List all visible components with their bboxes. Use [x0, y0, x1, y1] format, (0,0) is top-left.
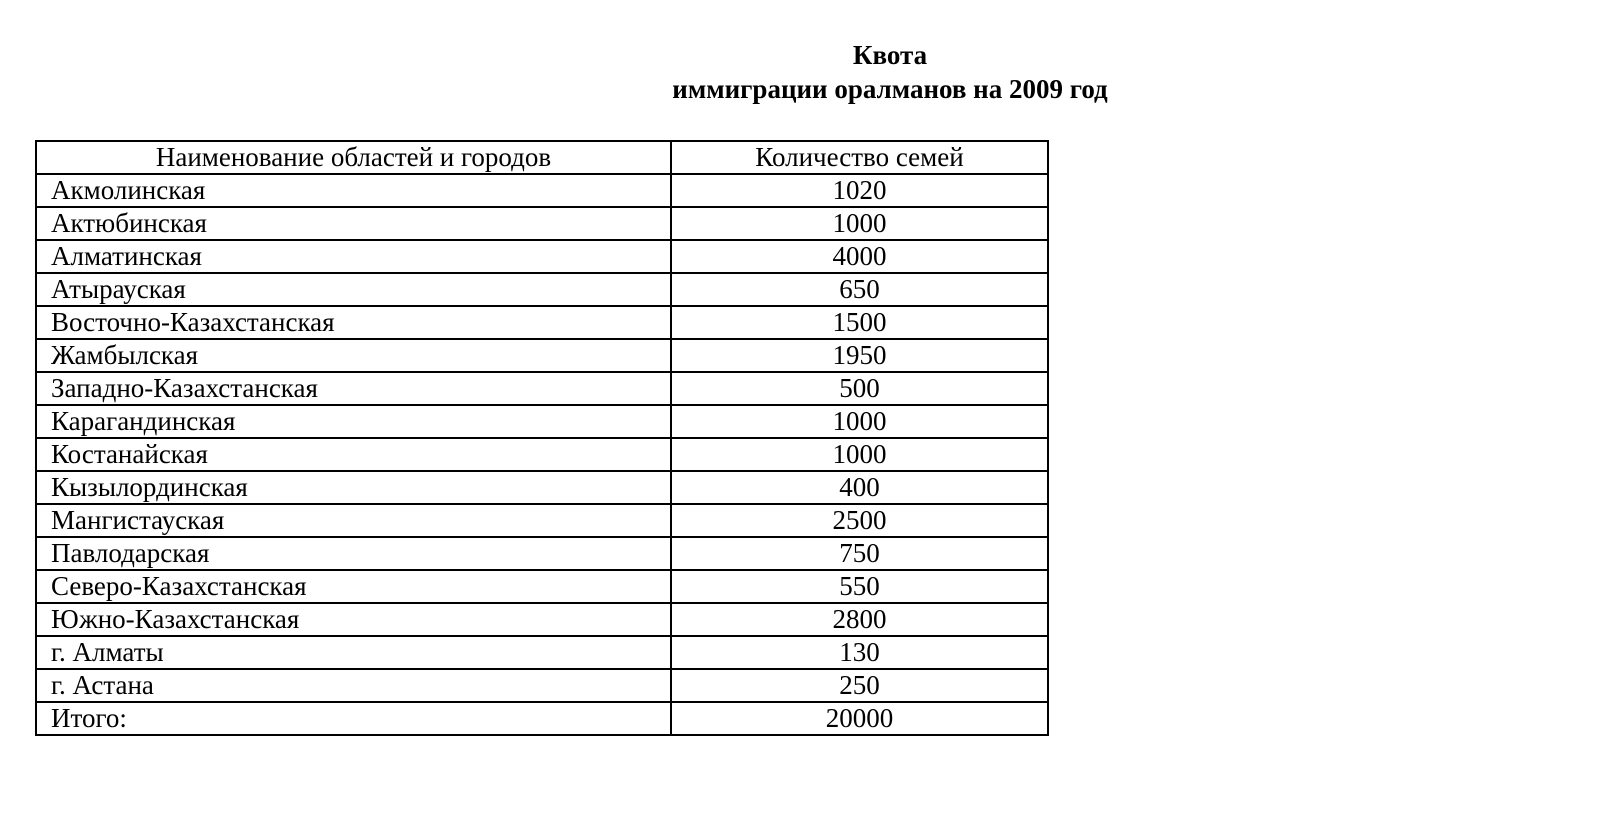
- family-count: 2500: [671, 504, 1048, 537]
- table-row: [36, 570, 1048, 603]
- region-name: Атырауская: [36, 273, 671, 306]
- family-count: 250: [671, 669, 1048, 702]
- title-line-2: иммиграции оралманов на 2009 год: [672, 74, 1108, 104]
- region-name: Северо-Казахстанская: [36, 570, 671, 603]
- region-name: Костанайская: [36, 438, 671, 471]
- table-row: [36, 636, 1048, 669]
- family-count: 130: [671, 636, 1048, 669]
- column-header-count: Количество семей: [671, 141, 1048, 174]
- family-count: 4000: [671, 240, 1048, 273]
- table-row: [36, 174, 1048, 207]
- total-label: Итого:: [36, 702, 671, 735]
- quota-table: [35, 140, 1049, 736]
- table-row: [36, 306, 1048, 339]
- region-name: Жамбылская: [36, 339, 671, 372]
- region-name: г. Алматы: [36, 636, 671, 669]
- region-name: Восточно-Казахстанская: [36, 306, 671, 339]
- region-name: Актюбинская: [36, 207, 671, 240]
- column-header-name: Наименование областей и городов: [36, 141, 671, 174]
- table-row: [36, 405, 1048, 438]
- table-row: [36, 372, 1048, 405]
- region-name: Кызылординская: [36, 471, 671, 504]
- table-row: [36, 603, 1048, 636]
- family-count: 750: [671, 537, 1048, 570]
- document-title: [540, 38, 1240, 106]
- region-name: Павлодарская: [36, 537, 671, 570]
- table-row: [36, 438, 1048, 471]
- table-row: [36, 273, 1048, 306]
- total-count: 20000: [671, 702, 1048, 735]
- family-count: 1950: [671, 339, 1048, 372]
- table-row: [36, 537, 1048, 570]
- region-name: Карагандинская: [36, 405, 671, 438]
- family-count: 1000: [671, 438, 1048, 471]
- family-count: 400: [671, 471, 1048, 504]
- table-row: [36, 504, 1048, 537]
- table-header-row: [36, 141, 1048, 174]
- table-row: [36, 669, 1048, 702]
- table-row: [36, 471, 1048, 504]
- region-name: Акмолинская: [36, 174, 671, 207]
- family-count: 1500: [671, 306, 1048, 339]
- family-count: 500: [671, 372, 1048, 405]
- table-row: [36, 207, 1048, 240]
- table-total-row: [36, 702, 1048, 735]
- family-count: 550: [671, 570, 1048, 603]
- region-name: Алматинская: [36, 240, 671, 273]
- title-line-1: Квота: [852, 40, 928, 70]
- family-count: 2800: [671, 603, 1048, 636]
- table-row: [36, 339, 1048, 372]
- family-count: 1000: [671, 207, 1048, 240]
- region-name: Южно-Казахстанская: [36, 603, 671, 636]
- table-row: [36, 240, 1048, 273]
- family-count: 650: [671, 273, 1048, 306]
- region-name: Западно-Казахстанская: [36, 372, 671, 405]
- family-count: 1020: [671, 174, 1048, 207]
- family-count: 1000: [671, 405, 1048, 438]
- region-name: Мангистауская: [36, 504, 671, 537]
- region-name: г. Астана: [36, 669, 671, 702]
